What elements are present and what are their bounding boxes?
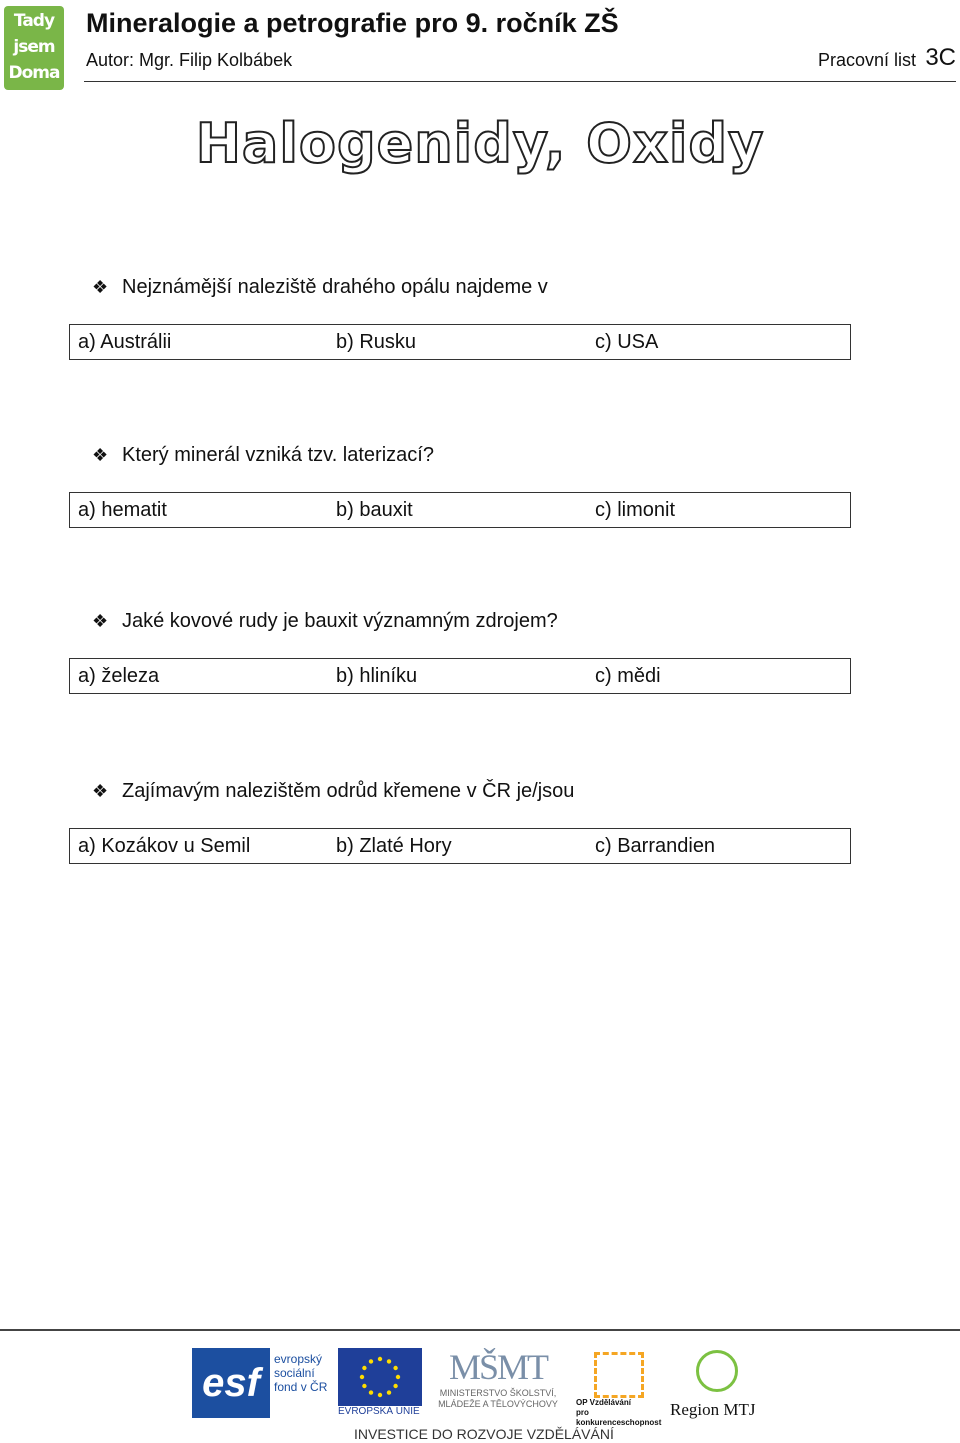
op-text-line: OP Vzdělávání [576,1398,631,1407]
esf-text-line: fond v ČR [274,1380,328,1394]
sponsor-logos [192,1346,772,1427]
answer-option[interactable]: c) USA [595,331,659,353]
answer-row-3 [69,658,851,694]
school-logo [4,6,64,90]
logo-line: Doma [8,63,60,83]
answer-option[interactable]: b) bauxit [336,499,413,521]
answer-option[interactable]: c) limonit [595,499,676,521]
logo-line: Tady [13,11,55,31]
esf-logo [192,1348,332,1418]
esf-text-line: evropský [274,1352,323,1366]
msmt-text-line: MLÁDEŽE A TĚLOVÝCHOVY [438,1399,558,1409]
op-mark-icon [594,1352,644,1398]
diamond-bullet-icon: ❖ [92,445,109,465]
header-divider [84,81,956,82]
diamond-bullet-icon: ❖ [92,611,109,631]
eu-caption: EVROPSKÁ UNIE [338,1406,420,1417]
answer-option[interactable]: c) Barrandien [595,835,716,857]
worksheet-label: Pracovní list [817,50,916,70]
region-caption: Region MTJ [670,1400,756,1419]
question-2 [92,444,434,467]
answer-option[interactable]: b) hliníku [336,665,418,687]
question-text: Zajímavým nalezištěm odrůd křemene v ČR je/jsou [122,780,575,802]
msmt-logo [428,1346,568,1418]
esf-text-line: sociální [274,1366,315,1380]
answer-option[interactable]: a) Kozákov u Semil [78,835,251,857]
region-logo [670,1348,770,1418]
question-3 [92,610,558,633]
answer-row-4 [69,828,851,864]
question-4 [92,780,574,803]
answer-option[interactable]: c) mědi [595,665,661,687]
investment-tagline: INVESTICE DO ROZVOJE VZDĚLÁVÁNÍ [354,1426,614,1442]
answer-option[interactable]: a) železa [78,665,160,687]
diamond-bullet-icon: ❖ [92,277,109,297]
op-logo [576,1348,666,1427]
answer-row-1 [69,324,851,360]
worksheet-code: 3C [925,44,956,71]
author-line: Autor: Mgr. Filip Kolbábek [86,50,293,70]
page-heading: Halogenidy, Oxidy [195,112,765,175]
esf-mark: esf [192,1348,270,1418]
op-caption [576,1398,666,1428]
eu-stars-icon [359,1356,401,1398]
answer-option[interactable]: b) Zlaté Hory [336,835,452,857]
esf-text [274,1352,327,1394]
question-text: Jaké kovové rudy je bauxit významným zdrojem? [122,610,558,632]
op-text-line: pro konkurenceschopnost [576,1408,662,1427]
question-1 [92,276,548,299]
region-circle-icon [696,1350,738,1392]
logo-line: jsem [13,37,55,57]
answer-option[interactable]: a) hematit [78,499,167,521]
msmt-mark: MŠMT [448,1347,548,1387]
answer-option[interactable]: b) Rusku [336,331,417,353]
footer-divider [0,1329,960,1331]
answer-row-2 [69,492,851,528]
diamond-bullet-icon: ❖ [92,781,109,801]
answer-option[interactable]: a) Austrálii [78,331,172,353]
document-title: Mineralogie a petrografie pro 9. ročník ZŠ [86,8,619,38]
msmt-text-line: MINISTERSTVO ŠKOLSTVÍ, [439,1388,557,1398]
eu-flag-logo [338,1348,422,1406]
question-text: Který minerál vzniká tzv. laterizací? [122,444,434,466]
question-text: Nejznámější naleziště drahého opálu najdeme v [122,276,548,298]
